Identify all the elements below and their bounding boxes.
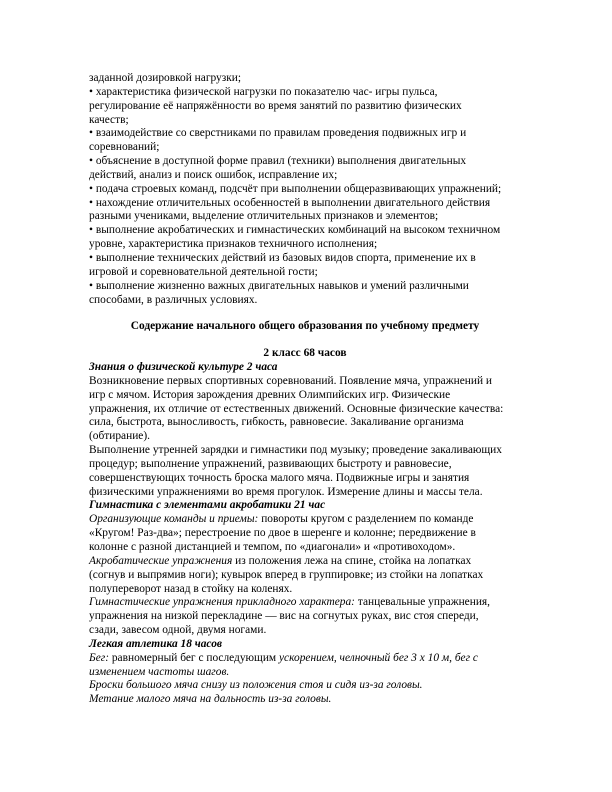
text-line: полупереворот назад в стойку на коленях. (89, 582, 293, 595)
text-line: сзади, завесом одной, двумя ногами. (89, 624, 267, 637)
text-line: «Кругом! Раз-два»; перестроение по двое в шеренге и колонне; передвижение в (89, 527, 476, 540)
list-line: игровой и соревновательной деятельной гости; (89, 265, 318, 278)
text-line: изменением частоты шагов. (89, 665, 230, 678)
text-line: Выполнение утренней зарядки и гимнастики под музыку; проведение закаливающих (89, 444, 502, 457)
knowledge-text (89, 375, 521, 500)
text-line: Броски большого мяча снизу из положения стоя и сидя из-за головы. (89, 679, 423, 692)
text-line (89, 596, 521, 610)
org-commands-label: Организующие команды и приемы: (89, 513, 259, 526)
list-line: • взаимодействие со сверстниками по правилам проведения подвижных игр и (89, 127, 467, 140)
text-line: процедур; выполнение упражнений, развивающих быстроту и равновесие, (89, 457, 452, 470)
list-line: заданной дозировкой нагрузки; (89, 72, 242, 84)
text-line: физическими упражнениями во время прогулок. Измерение длины и массы тела. (89, 485, 483, 498)
text-line: игр с мячом. История зарождения древних Олимпийских игр. Физические (89, 388, 451, 401)
list-line: • объяснение в доступной форме правил (техники) выполнения двигательных (89, 155, 467, 168)
list-line: • выполнение технических действий из базовых видов спорта, применение их в (89, 251, 476, 264)
athletics-text (89, 652, 521, 707)
list-line: • выполнение жизненно важных двигательных навыков и умений различными (89, 279, 469, 292)
outcomes-list (89, 72, 521, 307)
gymnastics-heading: Гимнастика с элементами акробатики 21 час (89, 499, 326, 512)
text-line: Возникновение первых спортивных соревнований. Появление мяча, упражнений и (89, 374, 492, 387)
gymnastics-text (89, 513, 521, 638)
list-line: регулирование её напряжённости во время занятий по развитию физических (89, 99, 462, 112)
athletics-heading: Легкая атлетика 18 часов (89, 637, 222, 650)
list-line: разными учениками, выделение отличительных признаков и элементов; (89, 210, 439, 223)
list-line: качеств; (89, 113, 129, 126)
list-line: действий, анализ и поиск ошибок, исправление их; (89, 168, 338, 181)
text-line (89, 652, 521, 666)
text-line (89, 555, 521, 569)
document-page (89, 72, 521, 707)
text-line: колонне с разной дистанцией и темпом, по «диагонали» и «противоходом». (89, 541, 456, 553)
list-line: • выполнение акробатических и гимнастических комбинаций на высоком техничном (89, 224, 501, 237)
run-text-italic: ускорением, челночный бег 3 х 10 м, бег с (279, 651, 478, 664)
text-line: Метание малого мяча на дальность из-за головы. (89, 693, 332, 706)
list-line: • подача строевых команд, подсчёт при выполнении общеразвивающих упражнений; (89, 182, 502, 195)
applied-text: танцевальные упражнения, (354, 596, 491, 609)
text-line: совершенствующих точность броска малого мяча. Подвижные игры и занятия (89, 471, 470, 484)
list-line: соревнований; (89, 141, 160, 154)
text-line: (обтирание). (89, 430, 150, 443)
grade-title: 2 класс 68 часов (263, 347, 347, 360)
list-line: • характеристика физической нагрузки по показателю час- игры пульса, (89, 85, 438, 98)
applied-label: Гимнастические упражнения прикладного характера: (89, 596, 355, 609)
list-line: уровне, характеристика признаков техничного исполнения; (89, 238, 378, 251)
list-line: способами, в различных условиях. (89, 293, 258, 306)
acrobatics-label: Акробатические упражнения (89, 554, 233, 567)
acrobatics-text: из положения лежа на спине, стойка на лопатках (232, 554, 472, 567)
org-commands-text: повороты кругом с разделением по команде (258, 513, 474, 526)
list-line: • нахождение отличительных особенностей в выполнении двигательного действия (89, 196, 491, 209)
section-title: Содержание начального общего образования по учебному предмету (130, 320, 480, 333)
text-line: (согнув и выпрямив ноги); кувырок вперед в группировке; из стойки на лопатках (89, 568, 484, 581)
text-line (89, 513, 521, 527)
text-line: сила, быстрота, выносливость, гибкость, равновесие. Закаливание организма (89, 416, 464, 429)
text-line: упражнения, их отличие от естественных движений. Основные физические качества: (89, 402, 504, 415)
run-label: Бег: (89, 651, 110, 664)
text-line: упражнения на низкой перекладине — вис на согнутых руках, вис стоя спереди, (89, 610, 479, 623)
knowledge-heading: Знания о физической культуре 2 часа (89, 361, 278, 374)
run-text: равномерный бег с последующим (109, 651, 279, 664)
